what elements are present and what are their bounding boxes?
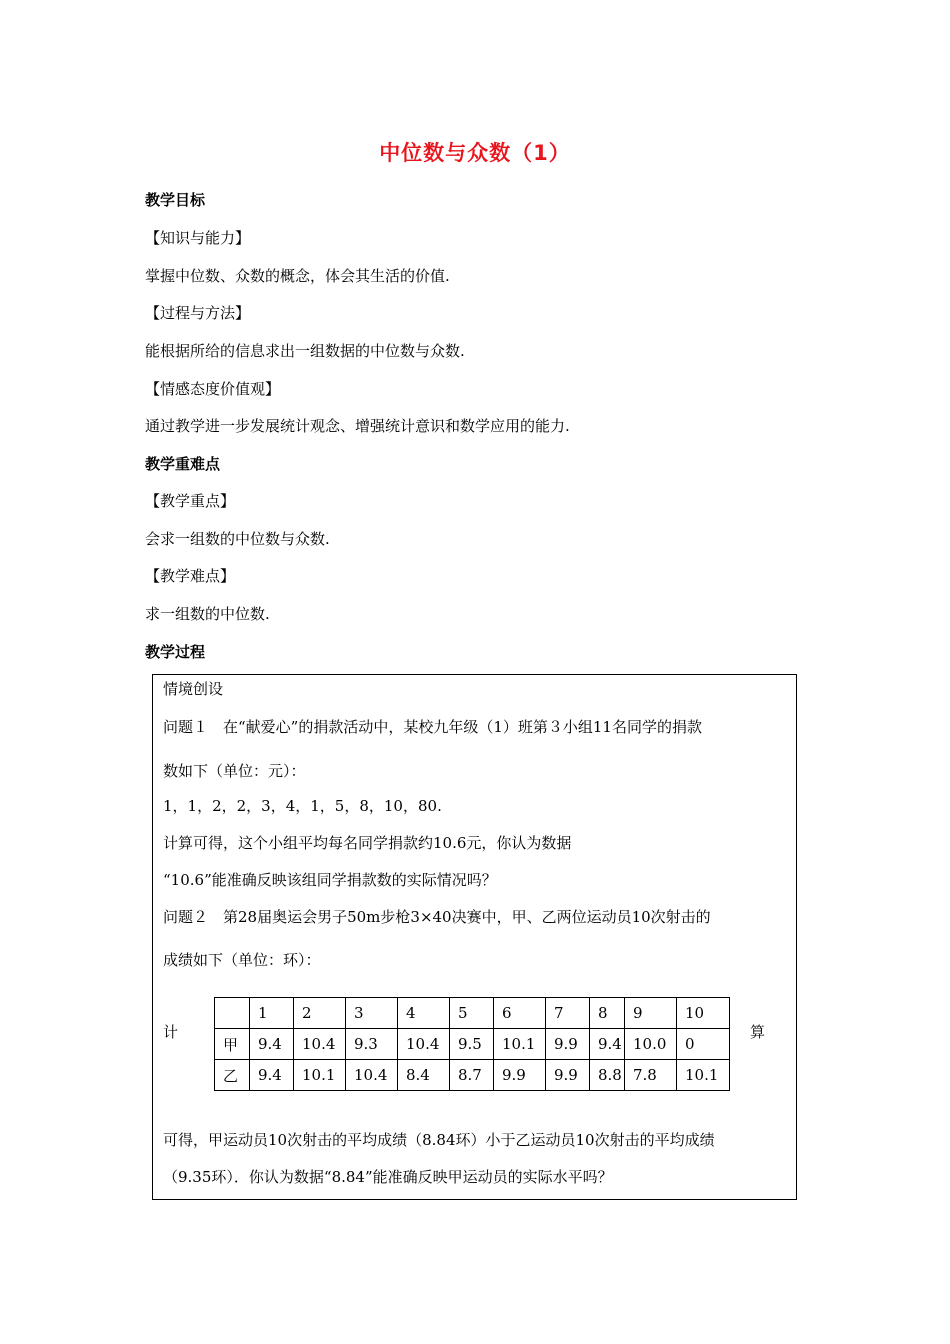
- question2-line1: 问题２ 第28届奥运会男子50m步枪3×40决赛中，甲、乙两位运动员10次射击的: [163, 908, 711, 926]
- table-cell: 8: [590, 998, 625, 1029]
- attitude-label: 【情感态度价值观】: [145, 380, 281, 398]
- table-cell: 甲: [215, 1029, 250, 1060]
- table-cell: 9.9: [546, 1060, 590, 1091]
- question1-line3: 计算可得，这个小组平均每名同学捐款约10.6元，你认为数据: [163, 834, 572, 852]
- table-cell: 10.0: [625, 1029, 677, 1060]
- table-cell: 0: [677, 1029, 730, 1060]
- knowledge-text: 掌握中位数、众数的概念，体会其生活的价值.: [145, 267, 450, 285]
- key-text: 会求一组数的中位数与众数.: [145, 530, 330, 548]
- table-cell: 8.4: [398, 1060, 450, 1091]
- table-cell: 9.4: [590, 1029, 625, 1060]
- table-cell: 8.7: [450, 1060, 494, 1091]
- table-header-row: [215, 998, 730, 1029]
- table-cell: [215, 998, 250, 1029]
- question1-line1: 问题１ 在“献爱心”的捐款活动中，某校九年级（1）班第３小组11名同学的捐款: [163, 718, 702, 736]
- table-cell: 10.1: [494, 1029, 546, 1060]
- table-cell: 7: [546, 998, 590, 1029]
- table-cell: 9.9: [494, 1060, 546, 1091]
- teaching-process-box: [152, 674, 797, 1200]
- table-cell: 10: [677, 998, 730, 1029]
- table-cell: 10.1: [294, 1060, 346, 1091]
- table-cell: 9: [625, 998, 677, 1029]
- question1-line2: 数如下（单位：元）：: [163, 762, 306, 780]
- table-cell: 3: [346, 998, 398, 1029]
- question1-line4: “10.6”能准确反映该组同学捐款数的实际情况吗？: [163, 871, 497, 889]
- left-char: 计: [163, 1023, 179, 1041]
- difficult-label: 【教学难点】: [145, 567, 236, 585]
- table-cell: 8.8: [590, 1060, 625, 1091]
- table-cell: 6: [494, 998, 546, 1029]
- table-cell: 10.4: [398, 1029, 450, 1060]
- process-method-label: 【过程与方法】: [145, 304, 251, 322]
- process-heading: 教学过程: [145, 643, 206, 661]
- table-cell: 10.4: [346, 1060, 398, 1091]
- table-cell: 4: [398, 998, 450, 1029]
- table-cell: 5: [450, 998, 494, 1029]
- section-label: 情境创设: [163, 680, 224, 698]
- table-row: [215, 1029, 730, 1060]
- table-cell: 9.9: [546, 1029, 590, 1060]
- right-char: 算: [750, 1023, 766, 1041]
- table-cell: 9.4: [250, 1029, 294, 1060]
- key-points-heading: 教学重难点: [145, 455, 221, 473]
- page-title: 中位数与众数（1）: [379, 141, 571, 165]
- table-cell: 10.1: [677, 1060, 730, 1091]
- table-cell: 2: [294, 998, 346, 1029]
- question1-data: 1，1，2，2，3，4，1，5，8，10，80.: [163, 797, 442, 815]
- table-cell: 9.5: [450, 1029, 494, 1060]
- scores-table: [214, 997, 730, 1091]
- process-method-text: 能根据所给的信息求出一组数据的中位数与众数.: [145, 342, 465, 360]
- table-cell: 乙: [215, 1060, 250, 1091]
- table-cell: 7.8: [625, 1060, 677, 1091]
- conclusion-line2: （9.35环）．你认为数据“8.84”能准确反映甲运动员的实际水平吗？: [163, 1168, 613, 1186]
- objectives-heading: 教学目标: [145, 191, 206, 209]
- knowledge-label: 【知识与能力】: [145, 229, 251, 247]
- table-row: [215, 1060, 730, 1091]
- key-label: 【教学重点】: [145, 492, 236, 510]
- table-cell: 10.4: [294, 1029, 346, 1060]
- table-cell: 9.3: [346, 1029, 398, 1060]
- table-cell: 9.4: [250, 1060, 294, 1091]
- question2-line2: 成绩如下（单位：环）：: [163, 951, 321, 969]
- attitude-text: 通过教学进一步发展统计观念、增强统计意识和数学应用的能力.: [145, 417, 570, 435]
- table-cell: 1: [250, 998, 294, 1029]
- difficult-text: 求一组数的中位数.: [145, 605, 270, 623]
- conclusion-line1: 可得，甲运动员10次射击的平均成绩（8.84环）小于乙运动员10次射击的平均成绩: [163, 1131, 715, 1149]
